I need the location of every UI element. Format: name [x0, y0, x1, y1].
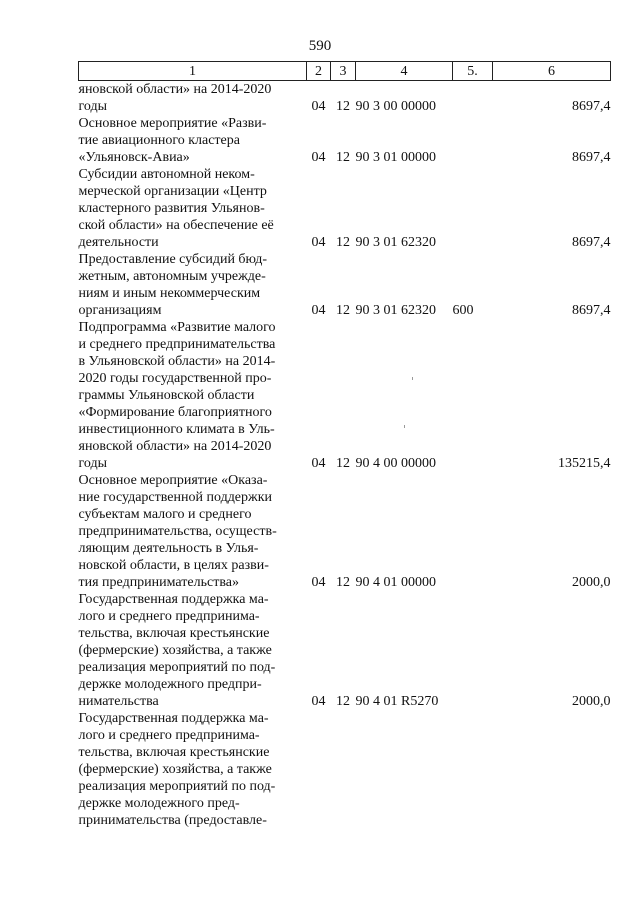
row-name — [79, 81, 307, 116]
cell-c3: 12 — [336, 235, 350, 250]
cell-c5 — [453, 319, 493, 472]
cell-c6: 8697,4 — [572, 235, 611, 250]
row-name-line: (фермерские) хозяйства, а также — [78, 762, 272, 777]
row-name-line: тельства, включая крестьянские — [78, 745, 270, 760]
cell-c3 — [331, 710, 356, 829]
col-header-5: 5. — [453, 62, 493, 81]
page-number: 590 — [308, 38, 332, 54]
row-name-line: ляющим деятельность в Улья- — [78, 541, 259, 556]
scan-speck — [404, 425, 405, 428]
row-name-line: Субсидии автономной неком- — [78, 167, 255, 182]
row-name-line: ниям и иным некоммерческим — [78, 286, 261, 301]
row-name — [79, 166, 307, 251]
row-name-line: яновской области» на 2014-2020 — [78, 439, 272, 454]
row-name-line: мерческой организации «Центр — [78, 184, 267, 199]
row-name-line: (фермерские) хозяйства, а также — [78, 643, 272, 658]
col-header-1: 1 — [79, 62, 307, 81]
cell-c4: 90 4 01 00000 — [355, 575, 436, 590]
row-name-line: Государственная поддержка ма- — [78, 711, 269, 726]
row-name-line: держке молодежного пред- — [78, 796, 240, 811]
table-row — [79, 251, 611, 319]
budget-table — [78, 61, 611, 829]
table-row — [79, 166, 611, 251]
row-name-line: «Формирование благоприятного — [78, 405, 272, 420]
row-name — [79, 710, 307, 829]
row-name-line: новской области, в целях разви- — [78, 558, 269, 573]
row-name — [79, 251, 307, 319]
row-name-line: предпринимательства, осуществ- — [78, 524, 277, 539]
cell-c2: 04 — [311, 694, 326, 709]
cell-c2: 04 — [311, 150, 326, 165]
cell-c6 — [493, 710, 611, 829]
cell-c4 — [356, 710, 453, 829]
row-name-line: держке молодежного предпри- — [78, 677, 262, 692]
row-name-line: реализация мероприятий по под- — [78, 779, 276, 794]
row-name-line: тие авиационного кластера — [78, 133, 240, 148]
cell-c5 — [453, 166, 493, 251]
row-name-line: 2020 годы государственной про- — [78, 371, 272, 386]
cell-c5 — [453, 472, 493, 591]
col-header-2: 2 — [307, 62, 331, 81]
row-name-line: и среднего предпринимательства — [78, 337, 276, 352]
cell-c6: 2000,0 — [572, 694, 611, 709]
row-name-line: субъектам малого и среднего — [78, 507, 252, 522]
row-name-line: «Ульяновск-Авиа» — [78, 150, 190, 165]
cell-c5 — [453, 115, 493, 166]
cell-c2: 04 — [311, 99, 326, 114]
cell-c6: 8697,4 — [572, 99, 611, 114]
row-name-line: Основное мероприятие «Разви- — [78, 116, 267, 131]
cell-c2: 04 — [311, 575, 326, 590]
row-name-line: годы — [78, 99, 108, 114]
table-row — [79, 591, 611, 710]
row-name — [79, 319, 307, 472]
cell-c3: 12 — [336, 99, 350, 114]
table-row — [79, 115, 611, 166]
cell-c3: 12 — [336, 456, 350, 471]
row-name-line: ской области» на обеспечение её — [78, 218, 274, 233]
cell-c2: 04 — [311, 235, 326, 250]
cell-c5 — [453, 710, 493, 829]
cell-c4: 90 3 00 00000 — [355, 99, 436, 114]
row-name-line: лого и среднего предпринима- — [78, 609, 260, 624]
table-row — [79, 81, 611, 116]
cell-c5: 600 — [452, 303, 474, 318]
row-name-line: принимательства (предоставле- — [78, 813, 267, 828]
row-name-line: Основное мероприятие «Оказа- — [78, 473, 268, 488]
row-name — [79, 591, 307, 710]
col-header-3: 3 — [331, 62, 356, 81]
row-name-line: лого и среднего предпринима- — [78, 728, 260, 743]
table-row — [79, 472, 611, 591]
row-name-line: Государственная поддержка ма- — [78, 592, 269, 607]
cell-c3: 12 — [336, 694, 350, 709]
row-name-line: инвестиционного климата в Уль- — [78, 422, 275, 437]
row-name-line: нимательства — [78, 694, 159, 709]
cell-c4: 90 4 01 R5270 — [355, 694, 439, 709]
header-row — [79, 62, 611, 81]
row-name-line: тия предпринимательства» — [78, 575, 239, 590]
cell-c4: 90 3 01 62320 — [355, 235, 436, 250]
cell-c3: 12 — [336, 150, 350, 165]
cell-c4: 90 4 00 00000 — [355, 456, 436, 471]
row-name-line: Подпрограмма «Развитие малого — [78, 320, 276, 335]
col-header-6: 6 — [493, 62, 611, 81]
cell-c5 — [453, 81, 493, 116]
row-name-line: Предоставление субсидий бюд- — [78, 252, 268, 267]
row-name — [79, 472, 307, 591]
row-name-line: яновской области» на 2014-2020 — [78, 82, 272, 97]
table-body — [79, 81, 611, 830]
cell-c6: 2000,0 — [572, 575, 611, 590]
cell-c4: 90 3 01 00000 — [355, 150, 436, 165]
row-name-line: в Ульяновской области» на 2014- — [78, 354, 276, 369]
table-row — [79, 710, 611, 829]
table-row — [79, 319, 611, 472]
row-name-line: деятельности — [78, 235, 159, 250]
cell-c6: 8697,4 — [572, 303, 611, 318]
row-name-line: кластерного развития Ульянов- — [78, 201, 265, 216]
cell-c6: 135215,4 — [558, 456, 611, 471]
row-name-line: годы — [78, 456, 108, 471]
row-name-line: тельства, включая крестьянские — [78, 626, 270, 641]
row-name-line: ние государственной поддержки — [78, 490, 272, 505]
cell-c4: 90 3 01 62320 — [355, 303, 436, 318]
cell-c2: 04 — [311, 456, 326, 471]
cell-c2: 04 — [311, 303, 326, 318]
scan-speck — [412, 377, 413, 380]
cell-c3: 12 — [336, 303, 350, 318]
row-name-line: реализация мероприятий по под- — [78, 660, 276, 675]
row-name-line: граммы Ульяновской области — [78, 388, 255, 403]
cell-c5 — [453, 591, 493, 710]
cell-c3: 12 — [336, 575, 350, 590]
cell-c6: 8697,4 — [572, 150, 611, 165]
col-header-4: 4 — [356, 62, 453, 81]
cell-c2 — [307, 710, 331, 829]
row-name-line: жетным, автономным учрежде- — [78, 269, 266, 284]
row-name — [79, 115, 307, 166]
row-name-line: организациям — [78, 303, 162, 318]
